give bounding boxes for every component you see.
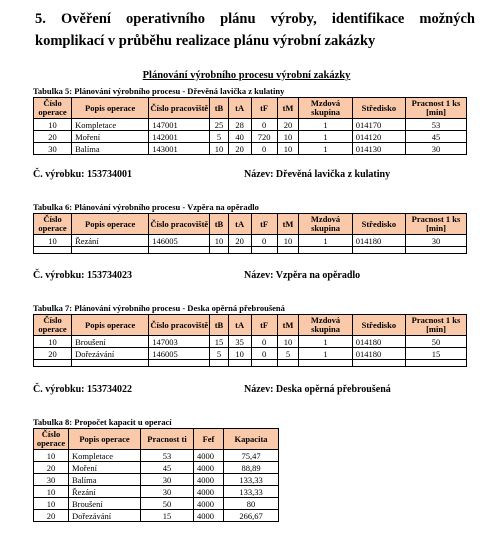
table-cell: Dořezávání bbox=[69, 510, 141, 522]
table-row bbox=[34, 235, 467, 247]
table-cell: 28 bbox=[228, 119, 251, 131]
table-cell: 1 bbox=[299, 235, 352, 247]
table-cell: 40 bbox=[228, 131, 251, 143]
table-row bbox=[34, 143, 467, 155]
table-header-row bbox=[34, 214, 467, 235]
table-empty-row bbox=[34, 247, 467, 254]
table-row bbox=[34, 119, 467, 131]
table-cell: 45 bbox=[141, 462, 194, 474]
col-header: Číslo operace bbox=[34, 98, 72, 119]
col-header: Číslo operace bbox=[34, 214, 72, 235]
table-cell: 014120 bbox=[352, 131, 405, 143]
table-cell: 10 bbox=[34, 235, 72, 247]
table-cell: 15 bbox=[141, 510, 194, 522]
table-cell: 5 bbox=[277, 348, 299, 360]
table-cell: Kompletace bbox=[72, 119, 149, 131]
product-number: Č. výrobku: 153734023 bbox=[33, 270, 132, 281]
table-cell: 20 bbox=[228, 143, 251, 155]
table-cell: 30 bbox=[34, 143, 72, 155]
table-cell: 014180 bbox=[352, 348, 405, 360]
col-header: tM bbox=[277, 315, 299, 336]
col-header: Pracnost 1 ks [min] bbox=[406, 214, 467, 235]
table-cell: 30 bbox=[141, 474, 194, 486]
table-cell: 30 bbox=[406, 235, 467, 247]
table-cell: 5 bbox=[210, 131, 228, 143]
table-cell: 10 bbox=[34, 336, 72, 348]
section-title: Plánování výrobního procesu výrobní zakázky bbox=[142, 70, 351, 81]
table-cell: Balíma bbox=[72, 143, 149, 155]
table-cell: 133,33 bbox=[224, 474, 279, 486]
col-header: Fef bbox=[194, 429, 224, 450]
table-caption: Tabulka 7: Plánování výrobního procesu - Deska opěrná přebroušená bbox=[33, 303, 285, 313]
table-cell: 30 bbox=[406, 143, 467, 155]
table-row bbox=[34, 474, 279, 486]
product-name: Název: Vzpěra na opěradlo bbox=[244, 270, 361, 281]
table-cell: 014170 bbox=[352, 119, 405, 131]
col-header: tA bbox=[228, 98, 251, 119]
col-header: tA bbox=[228, 315, 251, 336]
table-cell: 720 bbox=[251, 131, 277, 143]
table-cell: 4000 bbox=[194, 486, 224, 498]
col-header: tM bbox=[277, 98, 299, 119]
table-cell: 146005 bbox=[149, 348, 210, 360]
col-header: Popis operace bbox=[72, 214, 149, 235]
table-cell: 20 bbox=[277, 119, 299, 131]
table-cell: 50 bbox=[141, 498, 194, 510]
table-cell: 1 bbox=[299, 131, 352, 143]
table-header-row bbox=[34, 98, 467, 119]
col-header: Středisko bbox=[352, 98, 405, 119]
table-cell: 30 bbox=[141, 486, 194, 498]
col-header: Středisko bbox=[352, 214, 405, 235]
col-header: Číslo pracoviště bbox=[149, 98, 210, 119]
planning-table bbox=[33, 213, 467, 254]
table-cell: 20 bbox=[34, 131, 72, 143]
table-cell: 75,47 bbox=[224, 450, 279, 462]
col-header: Číslo operace bbox=[34, 315, 72, 336]
table-cell: 10 bbox=[210, 235, 228, 247]
table-caption: Tabulka 6: Plánování výrobního procesu - Vzpěra na opěradlo bbox=[33, 202, 259, 212]
table-row bbox=[34, 348, 467, 360]
col-header: tB bbox=[210, 315, 228, 336]
table-row bbox=[34, 462, 279, 474]
table-cell: 4000 bbox=[194, 450, 224, 462]
table-cell: 1 bbox=[299, 143, 352, 155]
col-header: tF bbox=[251, 315, 277, 336]
table-cell: 25 bbox=[210, 119, 228, 131]
col-header: Mzdová skupina bbox=[299, 98, 352, 119]
table-cell: Řezání bbox=[69, 486, 141, 498]
table-cell: Řezání bbox=[72, 235, 149, 247]
table-cell: 50 bbox=[406, 336, 467, 348]
col-header: Popis operace bbox=[69, 429, 141, 450]
table-cell: 146005 bbox=[149, 235, 210, 247]
table-cell: 15 bbox=[210, 336, 228, 348]
table-row bbox=[34, 498, 279, 510]
table-cell: Moření bbox=[69, 462, 141, 474]
col-header: tF bbox=[251, 98, 277, 119]
table-cell: Broušení bbox=[72, 336, 149, 348]
table-cell: 10 bbox=[228, 348, 251, 360]
table-cell: 10 bbox=[210, 143, 228, 155]
table-cell: 10 bbox=[34, 450, 69, 462]
table-cell: 1 bbox=[299, 119, 352, 131]
col-header: Mzdová skupina bbox=[299, 214, 352, 235]
table-cell: 014180 bbox=[352, 336, 405, 348]
table-cell: 147003 bbox=[149, 336, 210, 348]
table-row bbox=[34, 486, 279, 498]
col-header: Kapacita bbox=[224, 429, 279, 450]
col-header: tM bbox=[277, 214, 299, 235]
table-cell: Kompletace bbox=[69, 450, 141, 462]
table-cell: 147001 bbox=[149, 119, 210, 131]
col-header: Číslo pracoviště bbox=[149, 315, 210, 336]
table-cell: 20 bbox=[34, 462, 69, 474]
table-cell: 1 bbox=[299, 348, 352, 360]
table-header-row bbox=[34, 315, 467, 336]
table-cell: 30 bbox=[34, 474, 69, 486]
table-cell: 014130 bbox=[352, 143, 405, 155]
table-cell: Balíma bbox=[69, 474, 141, 486]
table-cell: 0 bbox=[251, 348, 277, 360]
table-cell: 1 bbox=[299, 336, 352, 348]
table-cell: 20 bbox=[228, 235, 251, 247]
col-header: tB bbox=[210, 98, 228, 119]
table-cell: 45 bbox=[406, 131, 467, 143]
table-cell: 4000 bbox=[194, 474, 224, 486]
table-cell: 88,89 bbox=[224, 462, 279, 474]
col-header: tF bbox=[251, 214, 277, 235]
product-name: Název: Dřevěná lavička z kulatiny bbox=[244, 169, 391, 180]
table-cell: 0 bbox=[251, 119, 277, 131]
col-header: Popis operace bbox=[72, 98, 149, 119]
table-cell: 4000 bbox=[194, 462, 224, 474]
table-cell: 10 bbox=[34, 498, 69, 510]
table-row bbox=[34, 131, 467, 143]
table-cell: 10 bbox=[34, 486, 69, 498]
table-cell: 0 bbox=[251, 235, 277, 247]
table-row bbox=[34, 450, 279, 462]
table-cell: Moření bbox=[72, 131, 149, 143]
col-header: Číslo pracoviště bbox=[149, 214, 210, 235]
table-cell: 0 bbox=[251, 336, 277, 348]
table-cell: 266,67 bbox=[224, 510, 279, 522]
col-header: tA bbox=[228, 214, 251, 235]
table-cell: 014180 bbox=[352, 235, 405, 247]
table-cell: 10 bbox=[277, 131, 299, 143]
product-name: Název: Deska opěrná přebroušená bbox=[244, 384, 391, 395]
table-header-row bbox=[34, 429, 279, 450]
table-cell: 53 bbox=[406, 119, 467, 131]
page-heading: 5. Ověření operativního plánu výroby, identifikace možných komplikací v průběhu realizace plánu výrobní zakázky bbox=[35, 11, 475, 49]
table-cell: 80 bbox=[224, 498, 279, 510]
table-cell: 10 bbox=[277, 336, 299, 348]
table-cell: 4000 bbox=[194, 510, 224, 522]
product-number: Č. výrobku: 153734022 bbox=[33, 384, 132, 395]
table-cell: Dořezávání bbox=[72, 348, 149, 360]
col-header: Pracnost 1 ks [min] bbox=[406, 98, 467, 119]
table-cell: 10 bbox=[34, 119, 72, 131]
col-header: Číslo operace bbox=[34, 429, 69, 450]
table-cell: 4000 bbox=[194, 498, 224, 510]
col-header: Pracnost ti bbox=[141, 429, 194, 450]
planning-table bbox=[33, 97, 467, 155]
table-empty-row bbox=[34, 360, 467, 367]
table-cell: 5 bbox=[210, 348, 228, 360]
table-cell: 133,33 bbox=[224, 486, 279, 498]
table-caption: Tabulka 5: Plánování výrobního procesu - Dřevěná lavička z kulatiny bbox=[33, 86, 285, 96]
table-row bbox=[34, 510, 279, 522]
col-header: tB bbox=[210, 214, 228, 235]
table-cell: 143001 bbox=[149, 143, 210, 155]
table-cell: 10 bbox=[277, 143, 299, 155]
table-cell: 20 bbox=[34, 510, 69, 522]
col-header: Popis operace bbox=[72, 315, 149, 336]
table-cell: Broušení bbox=[69, 498, 141, 510]
col-header: Mzdová skupina bbox=[299, 315, 352, 336]
product-number: Č. výrobku: 153734001 bbox=[33, 169, 132, 180]
col-header: Středisko bbox=[352, 315, 405, 336]
table-cell: 0 bbox=[251, 143, 277, 155]
table-cell: 142001 bbox=[149, 131, 210, 143]
table-cell: 53 bbox=[141, 450, 194, 462]
table-cell: 20 bbox=[34, 348, 72, 360]
col-header: Pracnost 1 ks [min] bbox=[406, 315, 467, 336]
table-cell: 15 bbox=[406, 348, 467, 360]
table-row bbox=[34, 336, 467, 348]
table-cell: 35 bbox=[228, 336, 251, 348]
planning-table bbox=[33, 314, 467, 367]
table-caption: Tabulka 8: Propočet kapacit u operací bbox=[33, 417, 172, 427]
capacity-table bbox=[33, 428, 279, 522]
table-cell: 10 bbox=[277, 235, 299, 247]
